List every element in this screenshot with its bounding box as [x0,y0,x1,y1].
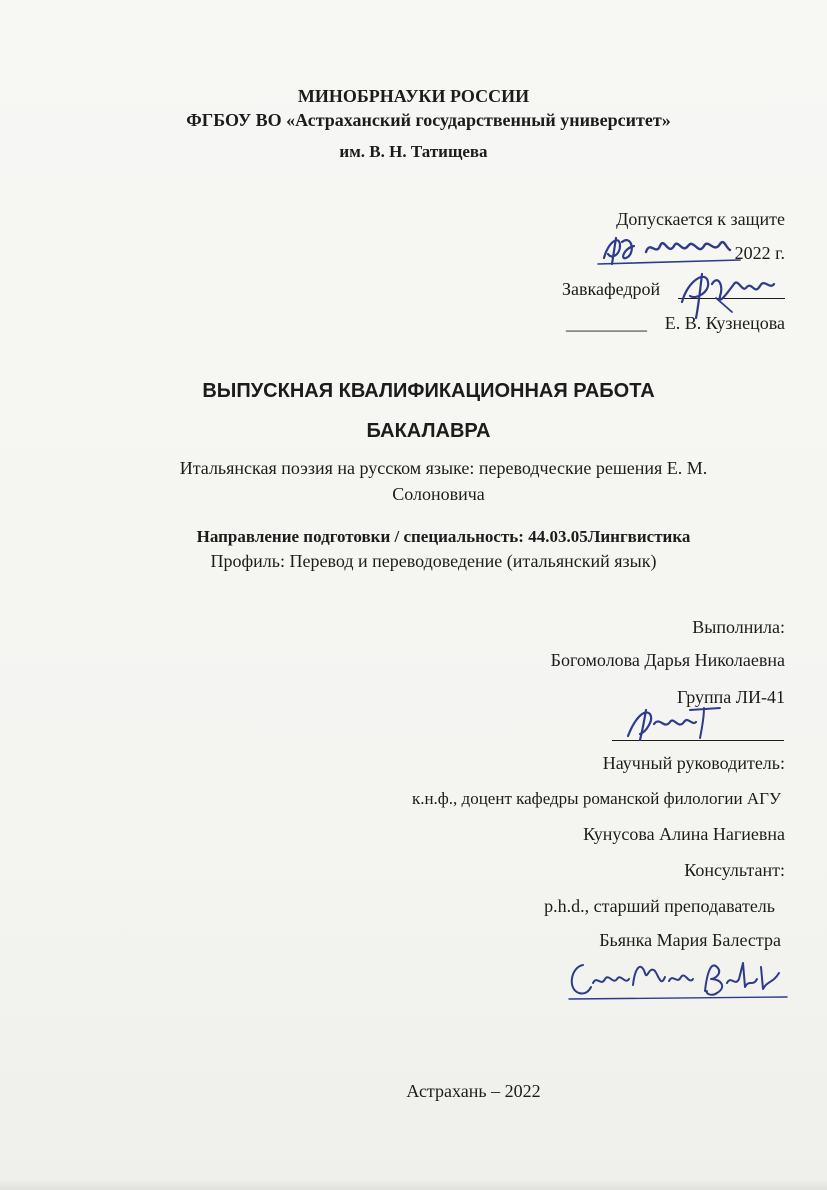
work-type-title-line2: БАКАЛАВРА [366,420,491,442]
supervisor-position: к.н.ф., доцент кафедры романской филологии АГУ [411,789,781,808]
city-and-year: Астрахань – 2022 [406,1081,541,1101]
author-group: Группа ЛИ-41 [677,687,785,707]
approval-date-suffix: 2022 г. [734,243,785,263]
consultant-signature [565,953,795,1005]
author-name: Богомолова Дарья Николаевна [550,650,785,670]
university-named-after: им. В. Н. Татищева [339,142,488,161]
author-signature [620,700,730,745]
head-of-department-name: Е. В. Кузнецова [664,313,785,333]
page-bottom-shadow [0,1178,827,1190]
thesis-topic-line1: Итальянская поэзия на русском языке: переводческие решения Е. М. [179,458,708,478]
author-label: Выполнила: [692,617,785,637]
study-profile: Профиль: Перевод и переводоведение (итальянский язык) [210,551,657,571]
head-of-department-label: Завкафедрой [562,279,661,299]
consultant-position: p.h.d., старший преподаватель [544,896,775,916]
admitted-to-defense: Допускается к защите [616,209,785,229]
approval-blank-line: _________ [566,313,647,333]
study-direction: Направление подготовки / специальность: 44.03.05Лингвистика [196,527,691,546]
supervisor-label: Научный руководитель: [602,753,785,773]
university-heading: ФГБОУ ВО «Астраханский государственный университет» [186,110,671,130]
consultant-name: Бьянка Мария Балестра [599,930,781,950]
consultant-label: Консультант: [684,860,785,880]
thesis-topic-line2: Солоновича [392,484,485,504]
ministry-heading: МИНОБРНАУКИ РОССИИ [297,86,530,106]
work-type-title-line1: ВЫПУСКНАЯ КВАЛИФИКАЦИОННАЯ РАБОТА [202,380,655,402]
supervisor-name: Кунусова Алина Нагиевна [583,824,785,844]
